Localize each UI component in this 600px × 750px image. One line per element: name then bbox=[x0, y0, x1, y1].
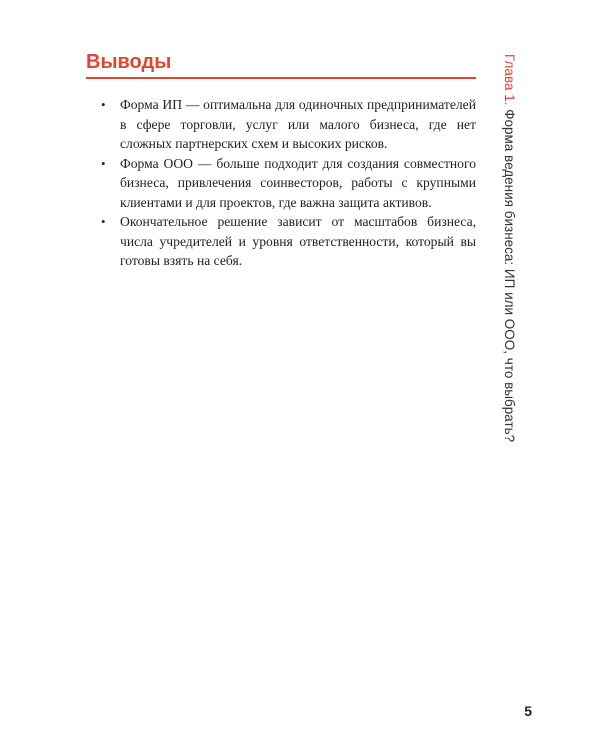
bullet-icon: • bbox=[101, 214, 106, 229]
list-item bbox=[86, 95, 476, 154]
list-item-text: Окончательное решение зависит от масштабов бизнеса, числа учредителей и уровня ответственности, который вы готовы взять на себя. bbox=[120, 214, 476, 268]
page-number: 5 bbox=[524, 703, 532, 719]
list-item-text: Форма ИП — оптимальна для одиночных предпринимателей в сфере торговли, услуг или малого бизнеса, где нет сложных партнерских схем и высоких рисков. bbox=[120, 97, 476, 151]
chapter-title: Форма ведения бизнеса: ИП или ООО, что выбрать? bbox=[502, 105, 517, 443]
list-item bbox=[86, 212, 476, 271]
conclusions-list bbox=[86, 95, 476, 271]
heading-underline bbox=[86, 77, 476, 79]
chapter-label: Глава 1. bbox=[502, 54, 517, 106]
bullet-icon: • bbox=[101, 97, 106, 112]
section-heading: Выводы bbox=[86, 51, 172, 73]
running-head bbox=[498, 54, 520, 474]
list-item-text: Форма ООО — больше подходит для создания совместного бизнеса, привлечения соинвесторов, работы с крупными клиентами и для проектов, где важна защита активов. bbox=[120, 155, 476, 210]
bullet-icon: • bbox=[101, 155, 106, 171]
list-item bbox=[86, 154, 476, 213]
